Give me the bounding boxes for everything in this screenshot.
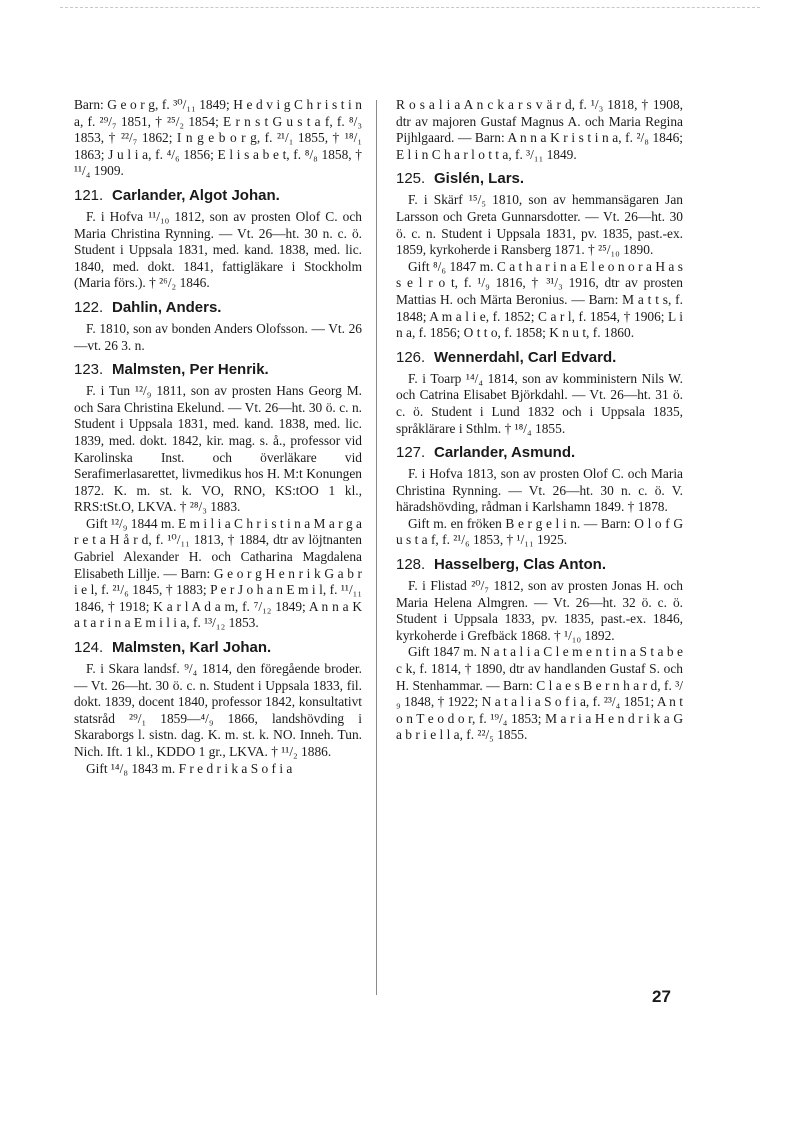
entry-paragraph: F. i Flistad ²⁰/₇ 1812, son av prosten Jonas H. och Maria Helena Almgren. — Vt. 26—ht. 32 ö. c. ö. Student i Uppsala 1833, pv. 1835, past.-ex. 1846, kyrkoherde i Grefbäck 1868. † ¹/₁₀ 1892.	[396, 578, 683, 643]
entry-124	[74, 639, 362, 777]
entry-paragraph: Gift 1847 m. N a t a l i a C l e m e n t i n a S t a b e c k, f. 1814, † 1890, dtr av handlanden Gustaf S. och H. Stenhammar. — Barn: C l a e s B e r n h a r d, f. ³/₉ 1848, † 1922; N a t a l i a S o f i a, f. ²³/₄ 1851; A n t o n T e o d o r, f. ¹⁹/₄ 1853; M a r i a H e n d r i k a G a b r i e l l a, f. ²²/₅ 1855.	[396, 644, 683, 743]
entry-paragraph: F. i Hofva ¹¹/₁₀ 1812, son av prosten Olof C. och Maria Christina Rynning. — Vt. 26—ht. 30 n. c. ö. Student i Uppsala 1831, med. kand. 1838, med. lic. 1840, med. dokt. 1841, fattigläkare i Stockholm (Maria förs.). † ²⁶/₂ 1846.	[74, 208, 362, 291]
entry-name: Carlander, Asmund.	[434, 444, 576, 462]
entry-name: Wennerdahl, Carl Edvard.	[434, 348, 617, 366]
entry-name: Malmsten, Karl Johan.	[112, 639, 272, 657]
entry-126	[396, 349, 683, 437]
entry-heading	[396, 170, 683, 188]
entry-paragraph: F. i Hofva 1813, son av prosten Olof C. och Maria Christina Rynning. — Vt. 26—ht. 30 n. c. ö. V. häradshövding, rådman i Karlshamn 1849. † 1878.	[396, 466, 683, 515]
entry-heading	[396, 556, 683, 574]
column-divider	[376, 100, 377, 995]
entry-122	[74, 299, 362, 354]
entry-number: 124.	[74, 639, 104, 657]
entry-paragraph: Gift ¹⁴/₈ 1843 m. F r e d r i k a S o f i a	[86, 760, 293, 776]
entry-heading	[396, 444, 683, 462]
entry-number: 127.	[396, 444, 426, 462]
entry-heading	[74, 361, 362, 379]
right-continuation-text: R o s a l i a A n c k a r s v ä r d, f. ¹/₃ 1818, † 1908, dtr av majoren Gustaf Magnus A. och Maria Regina Pijhlgaard. — Barn: A n n a K r i s t i n a, f. ²/₈ 1846; E l i n C h a r l o t t a, f. ³/₁₁ 1849.	[396, 97, 683, 162]
entry-paragraph: F. i Toarp ¹⁴/₄ 1814, son av komministern Nils W. och Catrina Elisabet Björkdahl. — Vt. 26—ht. 31 ö. c. ö. Student i Lund 1832 och i Uppsala 1835, språklärare i Sthlm. † ¹⁸/₄ 1855.	[396, 370, 683, 436]
right-column	[396, 97, 683, 744]
entry-paragraph: F. i Tun ¹²/₉ 1811, son av prosten Hans Georg M. och Sara Christina Ekelund. — Vt. 26—ht. 30 ö. c. n. Student i Uppsala 1831, med. kand. 1838, med. lic. 1839, med. dokt. 1842, kir. mag. s. å., professor vid Karolinska Inst. och överläkare vid Serafimerlasarettet, livmedikus hos H. M:t Konungen 1872. K. m. st. k. VO, RNO, KS:tOO 1 kl., RRS:tSt.O, LKVA. † ²⁸/₃ 1883.	[74, 383, 362, 515]
page-number: 27	[652, 987, 671, 1006]
entry-name: Dahlin, Anders.	[112, 298, 222, 316]
entry-127	[396, 444, 683, 549]
entry-name: Malmsten, Per Henrik.	[112, 361, 269, 379]
entry-number: 122.	[74, 298, 104, 316]
left-continuation-text: Barn: G e o r g, f. ³⁰/₁₁ 1849; H e d v i g C h r i s t i n a, f. ²⁹/₇ 1851, † ²⁵/₂ 1854; E r n s t G u s t a f, f. ⁸/₃ 1853, † ²²/₇ 1862; I n g e b o r g, f. ²¹/₁ 1855, † ¹⁸/₁ 1863; J u l i a, f. ⁴/₆ 1856; E l i s a b e t, f. ⁸/₈ 1858, † ¹¹/₄ 1909.	[74, 97, 362, 179]
entry-paragraph: F. 1810, son av bonden Anders Olofsson. — Vt. 26—vt. 26 3. n.	[74, 320, 362, 353]
entry-name: Gislén, Lars.	[434, 170, 525, 188]
entry-paragraph: Gift m. en fröken B e r g e l i n. — Barn: O l o f G u s t a f, f. ²¹/₆ 1853, † ¹/₁₁ 1925.	[396, 515, 683, 548]
entry-number: 125.	[396, 170, 426, 188]
entry-name: Hasselberg, Clas Anton.	[434, 556, 606, 574]
entry-paragraph: Gift ¹²/₉ 1844 m. E m i l i a C h r i s t i n a M a r g a r e t a H å r d, f. ¹⁰/₁₁ 1813, † 1884, dtr av löjtnanten Gabriel Alexander H. och Catharina Magdalena Elisabeth Lillje. — Barn: G e o r g H e n r i k G a b r i e l, f. ²¹/₆ 1845, † 1883; P e r J o h a n E m i l, f. ¹¹/₁₁ 1846, † 1918; K a r l A d a m, f. ⁷/₁₂ 1849; A n n a K a t a r i n a E m i l i a, f. ¹³/₁₂ 1853.	[74, 515, 362, 631]
entry-number: 128.	[396, 556, 426, 574]
entry-128	[396, 556, 683, 744]
entry-number: 121.	[74, 186, 104, 204]
entry-125	[396, 170, 683, 341]
entry-paragraph: F. i Skara landsf. ⁹/₄ 1814, den föregående broder. — Vt. 26—ht. 30 ö. c. n. Student i Uppsala 1833, fil. dokt. 1839, docent 1840, professor 1842, konsultativt statsråd ²⁹/₁ 1859—⁴/₉ 1866, landshövding i Skaraborgs l. sistn. dag. K. m. st. k. NO. Inneh. Tun. Nich. Ift. 1 kl., KDDO 1 gr., LKVA. † ¹¹/₂ 1886.	[74, 661, 362, 759]
entry-heading	[74, 299, 362, 317]
entry-121	[74, 187, 362, 292]
entry-123	[74, 361, 362, 632]
top-rule	[60, 7, 760, 8]
entry-number: 123.	[74, 361, 104, 379]
left-column	[74, 97, 362, 777]
entry-paragraph: Gift ⁸/₆ 1847 m. C a t h a r i n a E l e o n o r a H a s s e l r o t, f. ¹/₉ 1816, † ³¹/₃ 1916, dtr av prosten Mattias H. och Märta Beronius. — Barn: M a t t s, f. 1848; A m a l i e, f. 1852; C a r l, f. 1854, † 1906; L i n a, f. 1856; O t t o, f. 1858; K n u t, f. 1860.	[396, 258, 683, 341]
entry-name: Carlander, Algot Johan.	[112, 186, 280, 204]
entry-heading	[396, 349, 683, 367]
entry-paragraph: F. i Skärf ¹⁵/₅ 1810, son av hemmansägaren Jan Larsson och Greta Gunnarsdotter. — Vt. 26—ht. 30 ö. c. n. Student i Uppsala 1831, pv. 1835, past.-ex. 1859, kyrkoherde i Ransberg 1871. † ²⁵/₁₀ 1890.	[396, 192, 683, 258]
entry-heading	[74, 639, 362, 657]
entry-heading	[74, 187, 362, 205]
entry-number: 126.	[396, 348, 426, 366]
